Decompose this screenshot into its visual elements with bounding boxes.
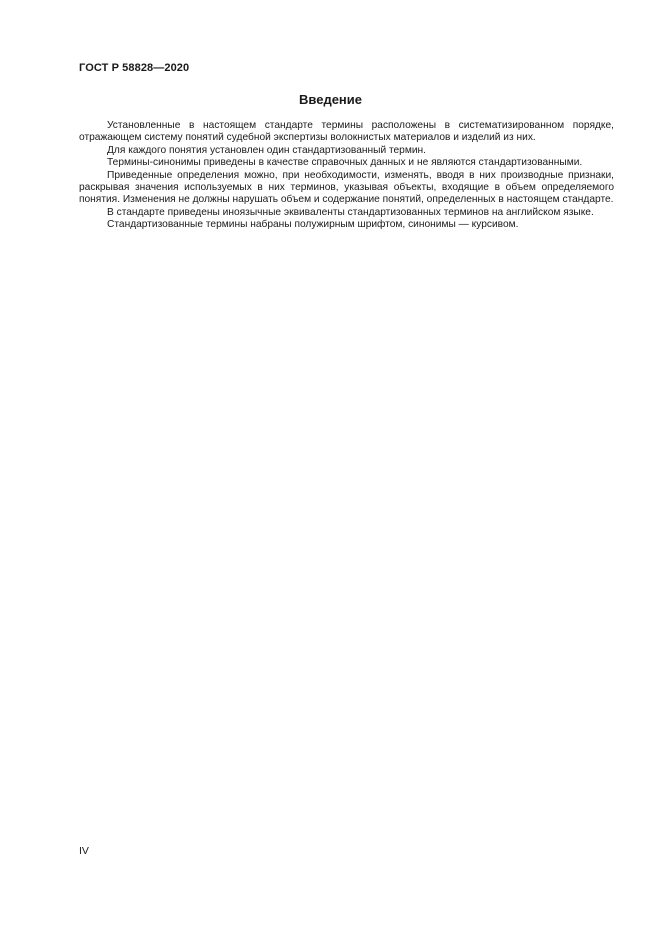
- section-title: Введение: [299, 92, 362, 107]
- paragraph-6: Стандартизованные термины набраны полужирным шрифтом, синонимы — курсивом.: [107, 219, 519, 231]
- paragraph-4: Приведенные определения можно, при необходимости, изменять, вводя в них производные признаки, раскрывая значения используемых в них терминов, указывая объекты, входящие в объем определяемого понятия. Изменения не должны нарушать объем и содержание понятий, определенных в настоящем стандарте.: [79, 169, 614, 206]
- paragraph-1: Установленные в настоящем стандарте термины расположены в систематизированном порядке, отражающем систему понятий судебной экспертизы волокнистых материалов и изделий из них.: [79, 120, 614, 144]
- document-code: ГОСТ Р 58828—2020: [79, 62, 190, 74]
- paragraph-2: Для каждого понятия установлен один стандартизованный термин.: [107, 144, 426, 156]
- paragraph-5: В стандарте приведены иноязычные эквиваленты стандартизованных терминов на английском языке.: [107, 206, 594, 218]
- page-number: IV: [79, 845, 89, 857]
- introduction-body: [79, 120, 614, 232]
- paragraph-3: Термины-синонимы приведены в качестве справочных данных и не являются стандартизованными.: [107, 157, 583, 169]
